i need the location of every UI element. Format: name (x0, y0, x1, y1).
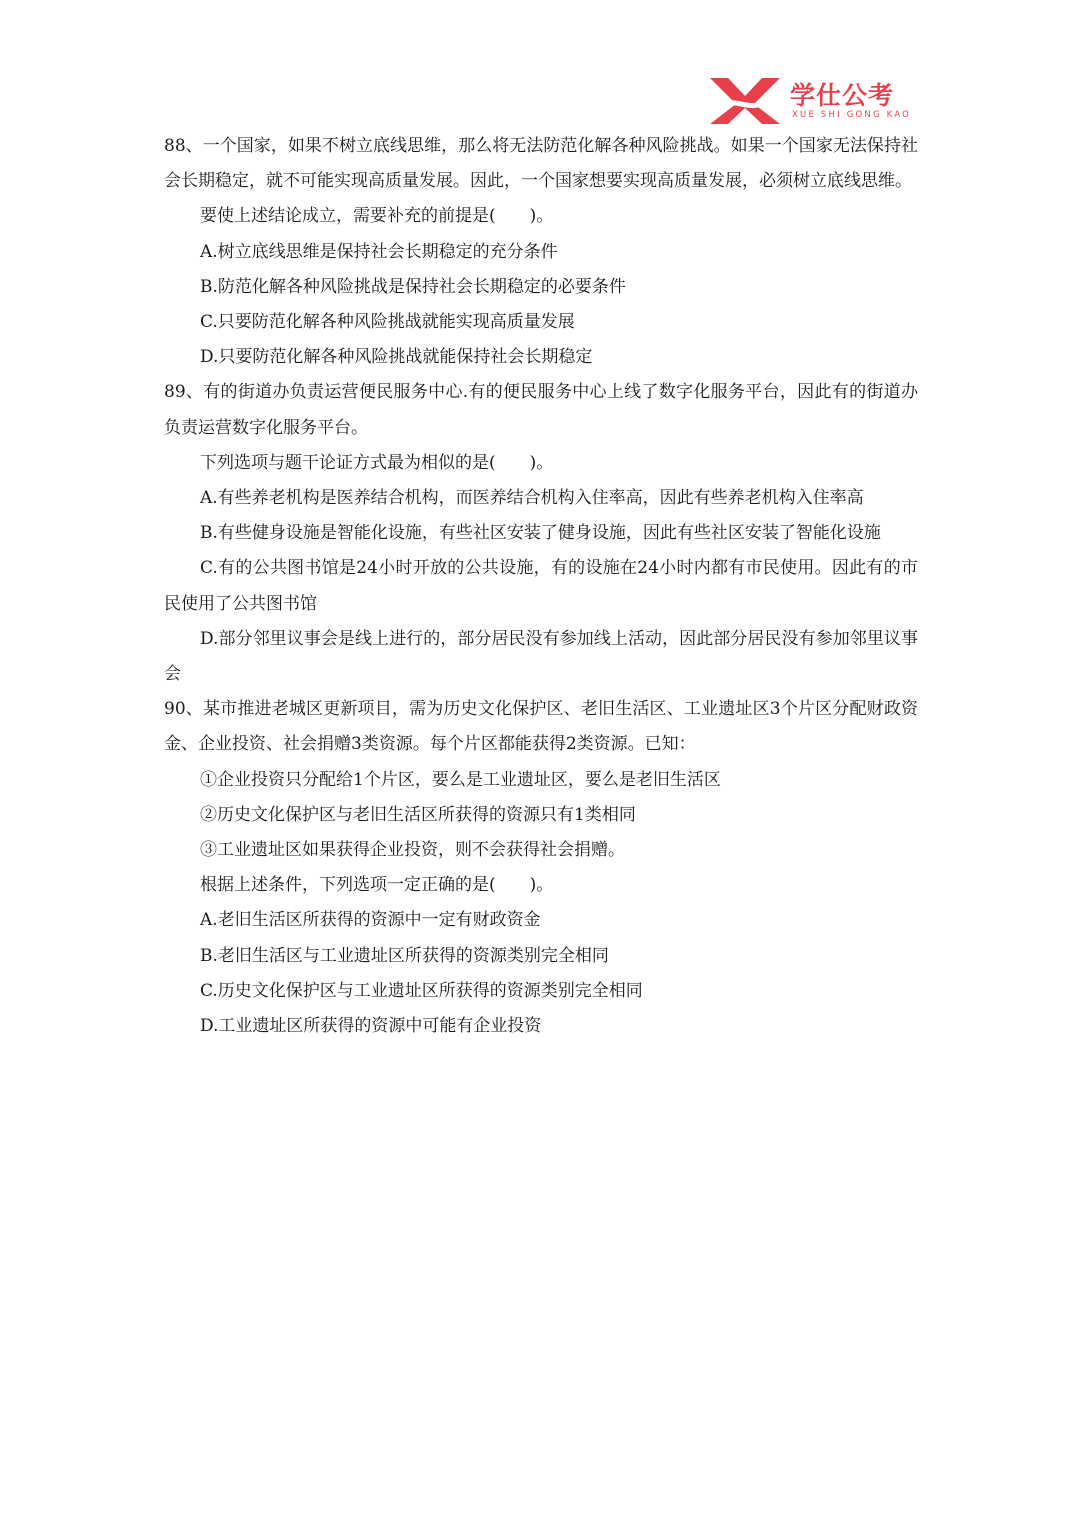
question-prompt: 下列选项与题干论证方式最为相似的是( )。 (200, 452, 554, 473)
option-b: B.老旧生活区与工业遗址区所获得的资源类别完全相同 (200, 945, 609, 966)
option-b: B.防范化解各种风险挑战是保持社会长期稳定的必要条件 (200, 276, 626, 297)
option-d: D.部分邻里议事会是线上进行的，部分居民没有参加线上活动，因此部分居民没有参加邻里议事会 (164, 628, 918, 685)
question-stem: 89、有的街道办负责运营便民服务中心.有的便民服务中心上线了数字化服务平台，因此有的街道办负责运营数字化服务平台。 (164, 382, 918, 438)
option-c: C.历史文化保护区与工业遗址区所获得的资源类别完全相同 (200, 980, 643, 1001)
condition-3: ③工业遗址区如果获得企业投资，则不会获得社会捐赠。 (200, 840, 625, 861)
option-c: C.只要防范化解各种风险挑战就能实现高质量发展 (200, 312, 575, 333)
option-d: D.工业遗址区所获得的资源中可能有企业投资 (200, 1016, 542, 1037)
logo-name: 学仕公考 (790, 81, 895, 110)
option-b: B.有些健身设施是智能化设施，有些社区安装了健身设施，因此有些社区安装了智能化设施 (200, 523, 881, 544)
condition-2: ②历史文化保护区与老旧生活区所获得的资源只有1类相同 (200, 804, 636, 825)
option-a: A.有些养老机构是医养结合机构，而医养结合机构入住率高，因此有些养老机构入住率高 (200, 488, 864, 509)
option-a: A.老旧生活区所获得的资源中一定有财政资金 (200, 910, 541, 931)
question-prompt: 根据上述条件，下列选项一定正确的是( )。 (200, 875, 554, 896)
logo (708, 76, 928, 128)
condition-1: ①企业投资只分配给1个片区，要么是工业遗址区，要么是老旧生活区 (200, 769, 721, 790)
option-c: C.有的公共图书馆是24小时开放的公共设施，有的设施在24小时内都有市民使用。因此有的市民使用了公共图书馆 (164, 558, 918, 614)
question-89 (164, 375, 918, 692)
question-stem: 90、某市推进老城区更新项目，需为历史文化保护区、老旧生活区、工业遗址区3个片区分配财政资金、企业投资、社会捐赠3类资源。每个片区都能获得2类资源。已知： (164, 699, 918, 755)
question-content (164, 129, 918, 1044)
question-90 (164, 692, 918, 1044)
question-88 (164, 129, 918, 375)
logo-subtitle: XUE SHI GONG KAO (792, 110, 912, 120)
option-a: A.树立底线思维是保持社会长期稳定的充分条件 (200, 241, 558, 262)
question-stem: 88、一个国家，如果不树立底线思维，那么将无法防范化解各种风险挑战。如果一个国家无法保持社会长期稳定，就不可能实现高质量发展。因此，一个国家想要实现高质量发展，必须树立底线思维。 (164, 136, 918, 192)
question-prompt: 要使上述结论成立，需要补充的前提是( )。 (200, 206, 554, 227)
option-d: D.只要防范化解各种风险挑战就能保持社会长期稳定 (200, 347, 593, 368)
xueshi-logo-mark-icon (708, 76, 782, 126)
